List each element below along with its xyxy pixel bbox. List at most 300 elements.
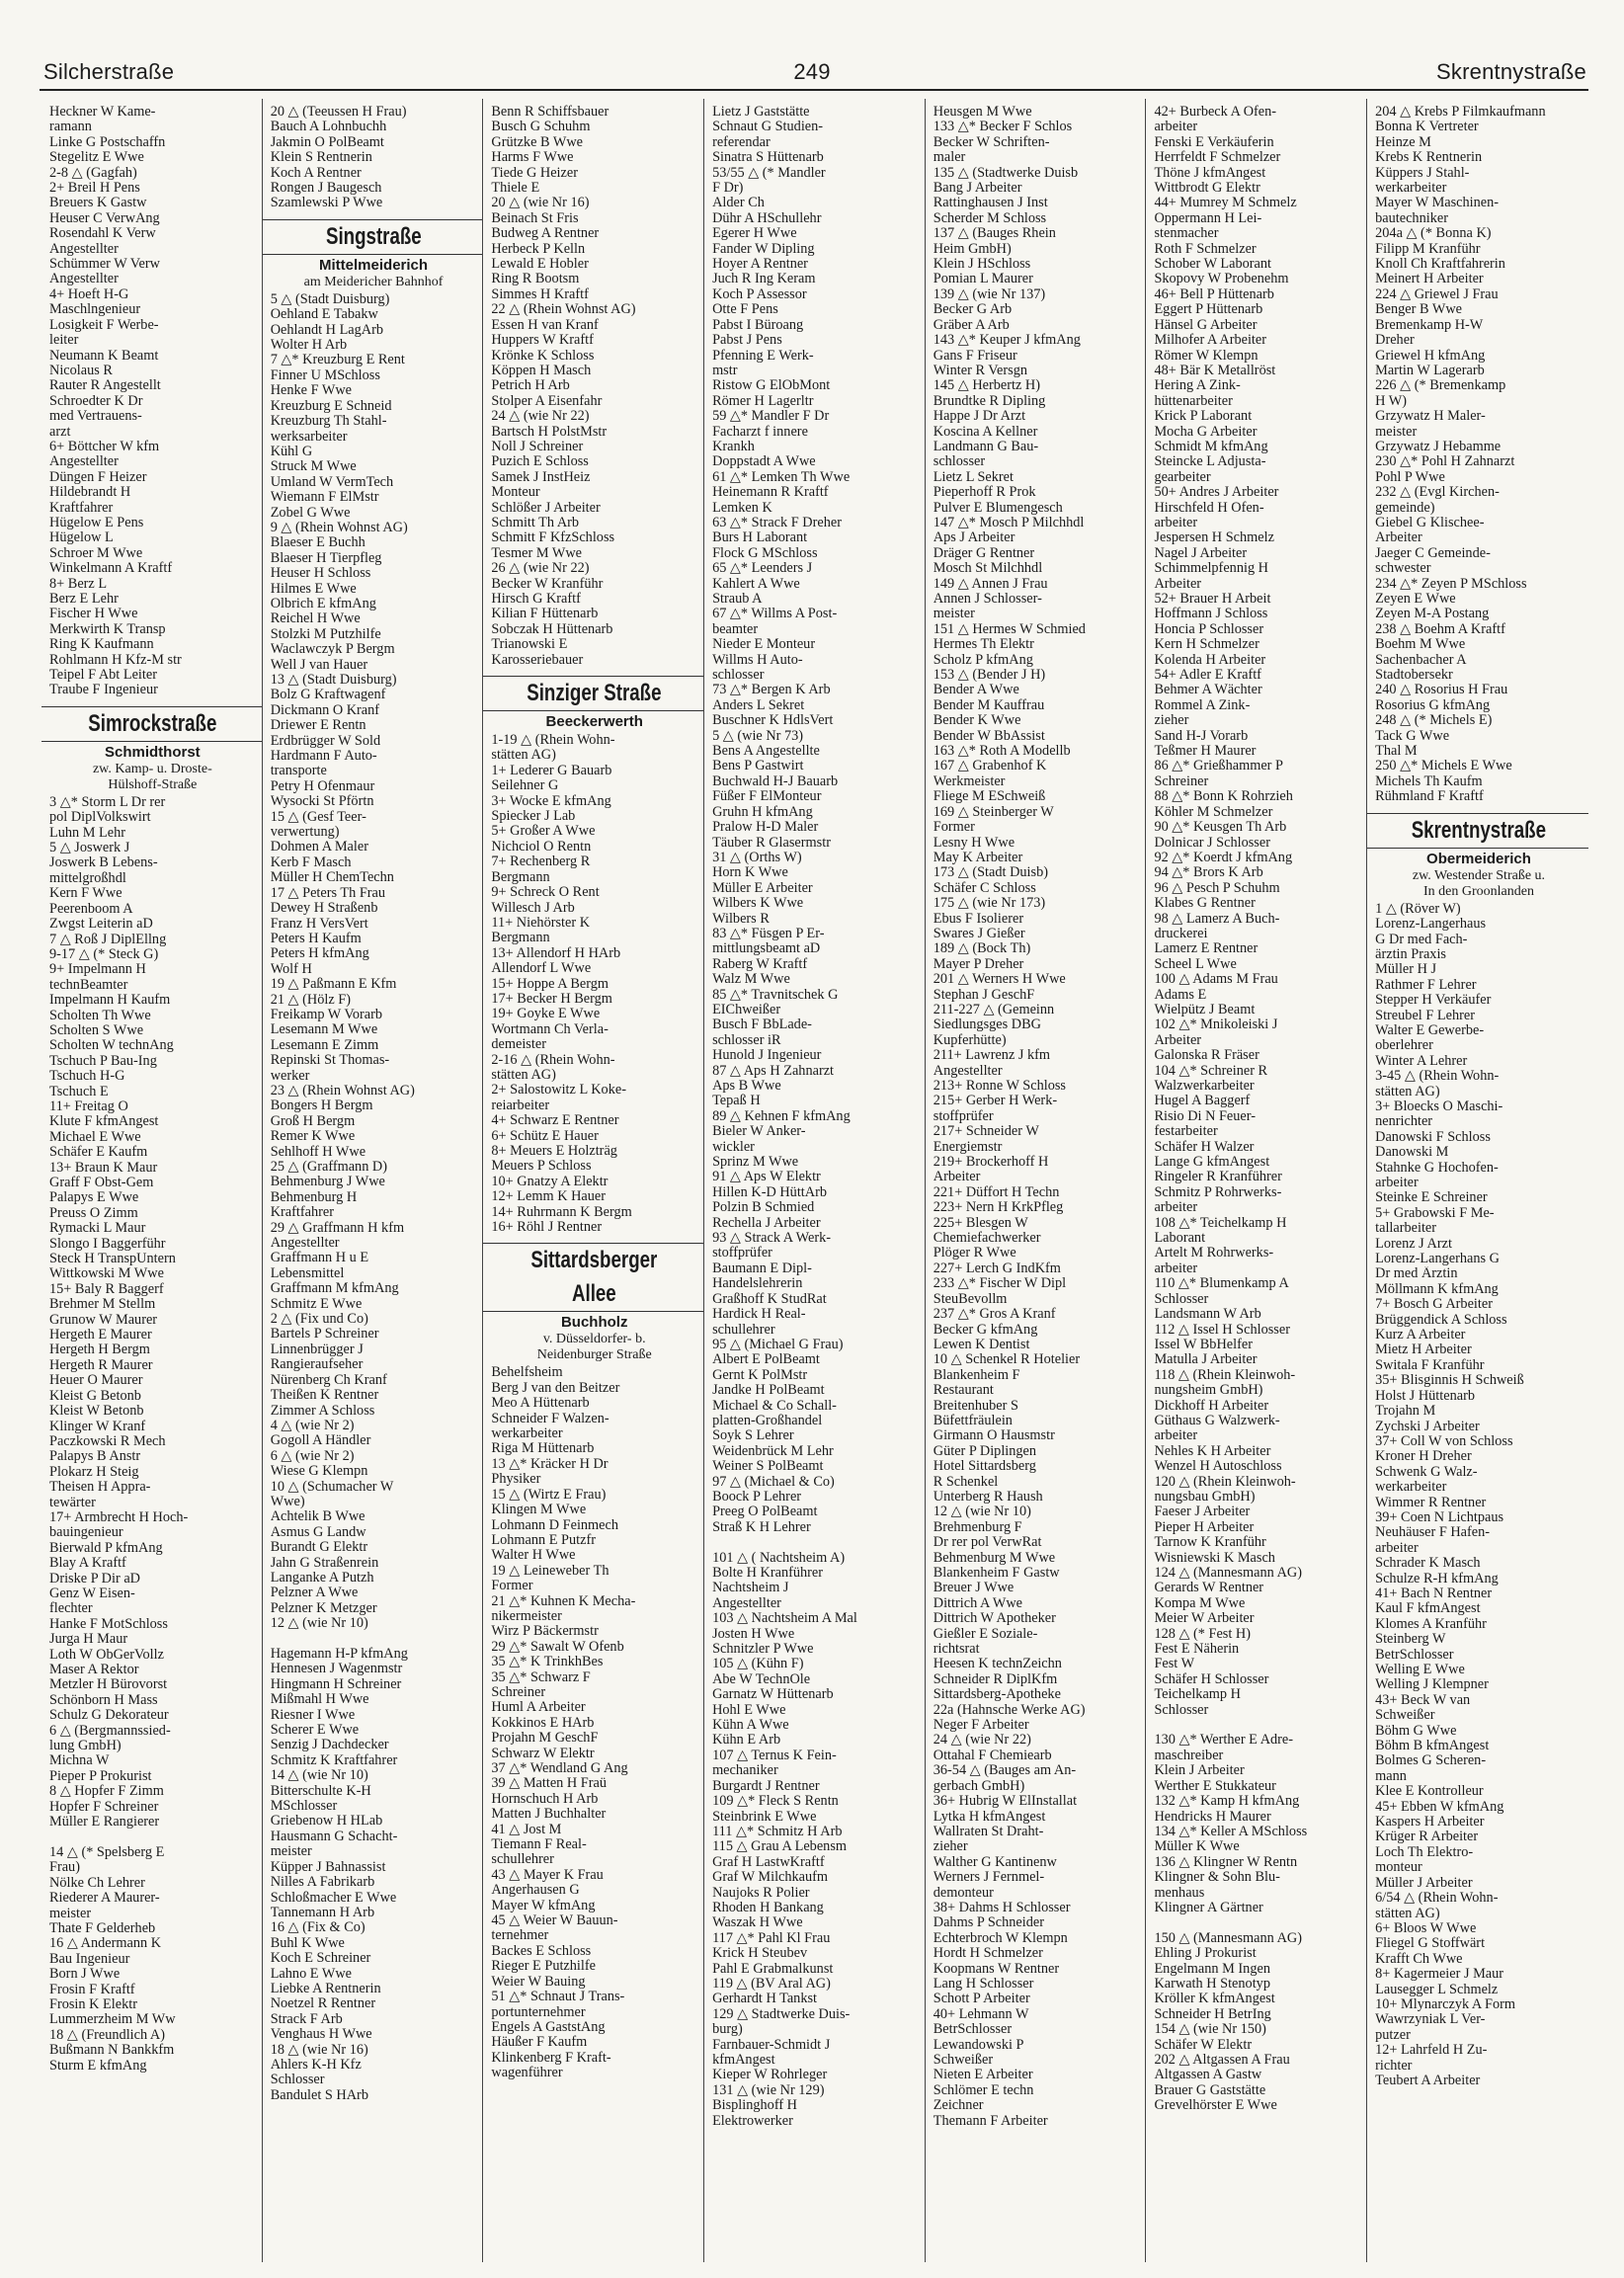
directory-entry: 12+ Lahrfeld H Zu- xyxy=(1375,2043,1488,2059)
directory-entry: Naujoks R Polier xyxy=(712,1885,810,1901)
directory-entry: Heuer O Maurer xyxy=(49,1373,143,1389)
directory-entry: 7 △ Roß J DiplEllng xyxy=(49,932,167,947)
directory-column xyxy=(926,99,1147,2262)
directory-entry: Becker G Arb xyxy=(933,302,1013,318)
directory-entry: 52+ Brauer H Arbeit xyxy=(1154,592,1271,607)
directory-entry: 3+ Bloecks O Maschi- xyxy=(1375,1098,1503,1114)
directory-entry: Küppers J Stahl- xyxy=(1375,165,1470,181)
directory-entry: bautechniker xyxy=(1375,210,1448,226)
directory-entry: 83 △* Füsgen P Er- xyxy=(712,926,825,941)
district-name: Obermeiderich xyxy=(1426,850,1531,867)
directory-entry: Heckner W Kame- xyxy=(49,105,156,120)
directory-entry: 12 △ (wie Nr 10) xyxy=(933,1505,1031,1520)
directory-entry: Garnatz W Hüttenarb xyxy=(712,1687,834,1703)
directory-entry: Matulla J Arbeiter xyxy=(1154,1352,1258,1368)
directory-entry: 16+ Röhl J Rentner xyxy=(491,1220,603,1236)
directory-entry: Fest E Näherin xyxy=(1154,1642,1240,1658)
directory-entry: Plöger R Wwe xyxy=(933,1246,1016,1261)
directory-entry: Schmitz K Kraftfahrer xyxy=(270,1752,398,1768)
directory-entry: Köhler M Schmelzer xyxy=(1154,804,1273,820)
directory-entry: Scholten W technAng xyxy=(49,1038,174,1054)
street-section-header xyxy=(1375,813,1583,900)
directory-entry: Soyk S Lehrer xyxy=(712,1428,794,1444)
directory-entry: Graff F Obst-Gem xyxy=(49,1176,154,1190)
directory-entry: Wysocki St Pförtn xyxy=(270,794,374,810)
directory-entry: Dahms P Schneider xyxy=(933,1915,1044,1931)
directory-entry: Graf H LastwKraftf xyxy=(712,1854,825,1870)
directory-entry: Flock G MSchloss xyxy=(712,545,818,561)
directory-entry: Swares J Gießer xyxy=(933,926,1025,941)
directory-entry: 2+ Breil H Pens xyxy=(49,181,140,197)
directory-entry: Heim GmbH) xyxy=(933,241,1012,257)
directory-entry: Laborant xyxy=(1154,1231,1206,1247)
directory-entry: Schäfer E Kaufm xyxy=(49,1145,148,1161)
directory-entry: Bens A Angestellte xyxy=(712,744,820,760)
directory-entry: arbeiter xyxy=(1154,1428,1198,1444)
directory-entry: Brüggendick A Schloss xyxy=(1375,1312,1507,1328)
street-extent: In den Groonlanden xyxy=(1422,883,1534,899)
directory-entry: 233 △* Fischer W Dipl xyxy=(933,1276,1067,1292)
directory-entry: Bender W BbAssist xyxy=(933,728,1045,744)
directory-entry: 175 △ (wie Nr 173) xyxy=(933,896,1046,912)
directory-entry: arbeiter xyxy=(1375,1540,1419,1556)
directory-entry: Tschuch H-G xyxy=(49,1069,125,1085)
directory-entry: 9-17 △ (* Steck G) xyxy=(49,946,159,962)
directory-entry: 145 △ Herbertz H) xyxy=(933,378,1041,394)
directory-entry: 9+ Schreck O Rent xyxy=(491,885,600,901)
directory-entry: Linnenbrügger J xyxy=(270,1342,364,1357)
directory-entry: Wittkowski M Wwe xyxy=(49,1266,164,1282)
directory-entry: 14 △ (* Spelsberg E xyxy=(49,1844,165,1860)
directory-entry: Täuber R Glasermstr xyxy=(712,835,831,851)
directory-entry: 13+ Braun K Maur xyxy=(49,1160,158,1176)
directory-entry: mann xyxy=(1375,1768,1407,1784)
directory-entry: Kaul F kfmAngest xyxy=(1375,1601,1481,1617)
directory-entry: 29 △ Graffmann H kfm xyxy=(270,1220,405,1236)
directory-entry: Hornschuch H Arb xyxy=(491,1791,599,1807)
directory-entry: Fliegel G Stoffwärt xyxy=(1375,1936,1486,1952)
directory-entry: stätten AG) xyxy=(491,748,556,764)
directory-entry: Teubert A Arbeiter xyxy=(1375,2073,1481,2088)
directory-entry: Schott P Arbeiter xyxy=(933,1992,1030,2007)
directory-entry: Allendorf L Wwe xyxy=(491,961,592,977)
directory-entry: Winter A Lehrer xyxy=(1375,1053,1468,1069)
directory-entry: Graßhoff K StudRat xyxy=(712,1291,827,1307)
directory-entry: F Dr) xyxy=(712,181,744,197)
directory-entry: Preeg O PolBeamt xyxy=(712,1505,818,1520)
directory-entry: Jahn G Straßenrein xyxy=(270,1555,379,1571)
directory-entry: 139 △ (wie Nr 137) xyxy=(933,286,1046,302)
directory-entry: Bender A Wwe xyxy=(933,683,1019,698)
directory-entry: Krafft Ch Wwe xyxy=(1375,1951,1463,1967)
directory-entry: Lewandowski P xyxy=(933,2037,1024,2053)
directory-entry: Werther E Stukkateur xyxy=(1154,1778,1276,1794)
directory-entry xyxy=(1154,1915,1360,1930)
directory-entry: Beinach St Fris xyxy=(491,210,579,226)
directory-entry: Weidenbrück M Lehr xyxy=(712,1443,834,1459)
directory-entry: stoffprüfer xyxy=(712,1246,772,1261)
directory-entry: Luhn M Lehr xyxy=(49,825,126,841)
directory-entry: 8+ Meuers E Holzträg xyxy=(491,1144,617,1159)
directory-entry: Walzwerkarbeiter xyxy=(1154,1079,1255,1094)
directory-entry: schwester xyxy=(1375,561,1431,577)
directory-entry: 5+ Grabowski F Me- xyxy=(1375,1205,1495,1221)
directory-entry: kfmAngest xyxy=(712,2053,775,2068)
directory-entry: 3+ Wocke E kfmAng xyxy=(491,793,611,809)
directory-entry: Kern H Schmelzer xyxy=(1154,637,1259,653)
directory-entry: Dr rer pol VerwRat xyxy=(933,1535,1042,1551)
directory-entry: Büfettfräulein xyxy=(933,1413,1013,1428)
directory-entry: 44+ Mumrey M Schmelz xyxy=(1154,196,1297,211)
directory-entry: 9+ Impelmann H xyxy=(49,962,146,978)
directory-entry: Neuhäuser F Hafen- xyxy=(1375,1525,1491,1541)
directory-entry: 22 △ (Rhein Wohnst AG) xyxy=(491,302,636,318)
directory-entry: Scherder M Schloss xyxy=(933,210,1047,226)
directory-entry: stoffprüfer xyxy=(933,1108,994,1124)
directory-entry: Rhoden H Bankang xyxy=(712,1900,824,1915)
directory-entry: Wenzel H Autoschloss xyxy=(1154,1459,1282,1475)
directory-entry: Böhm G Wwe xyxy=(1375,1723,1457,1739)
directory-entry: 143 △* Keuper J kfmAng xyxy=(933,333,1081,349)
directory-entry: Sobczak H Hüttenarb xyxy=(491,621,613,637)
directory-entry: Schäfer C Schloss xyxy=(933,880,1036,896)
directory-entry: 37+ Coll W von Schloss xyxy=(1375,1433,1513,1449)
directory-entry: Güter P Diplingen xyxy=(933,1443,1037,1459)
directory-entry: Heuser C VerwAng xyxy=(49,210,160,226)
directory-entry: Hausmann G Schacht- xyxy=(270,1829,398,1844)
directory-entry: Wolf H xyxy=(270,961,312,977)
directory-entry: Hügelow L xyxy=(49,530,114,546)
directory-entry: Lietz J Gaststätte xyxy=(712,105,810,120)
directory-entry: Hergeth E Maurer xyxy=(49,1328,152,1343)
directory-entry: Winkelmann A Kraftf xyxy=(49,561,173,577)
directory-entry: Behelfsheim xyxy=(491,1365,563,1381)
directory-entry: Nichciol O Rentn xyxy=(491,839,592,854)
directory-entry: referendar xyxy=(712,134,771,150)
directory-entry: oberlehrer xyxy=(1375,1038,1433,1054)
directory-entry: G Dr med Fach- xyxy=(1375,932,1468,947)
directory-entry: Krebs K Rentnerin xyxy=(1375,150,1483,166)
directory-entry: Schmitz E Wwe xyxy=(270,1296,363,1312)
directory-entry: Adams E xyxy=(1154,987,1207,1003)
directory-entry: Behmenburg M Wwe xyxy=(933,1550,1056,1566)
directory-entry: Lorenz-Langerhans G xyxy=(1375,1252,1500,1267)
directory-entry: Remer K Wwe xyxy=(270,1129,356,1145)
directory-entry xyxy=(712,1535,919,1550)
directory-entry: portunternehmer xyxy=(491,2004,586,2020)
directory-entry: Honcia P Schlosser xyxy=(1154,621,1264,637)
directory-entry: Filipp M Kranführ xyxy=(1375,241,1481,257)
directory-entry: Matten J Buchhalter xyxy=(491,1807,607,1823)
directory-entry: Fander W Dipling xyxy=(712,241,815,257)
directory-entry: Hopfer F Schreiner xyxy=(49,1799,159,1815)
directory-entry: 213+ Ronne W Schloss xyxy=(933,1079,1066,1094)
directory-entry: Wortmann Ch Verla- xyxy=(491,1021,609,1037)
directory-entry: Waclawczyk P Bergm xyxy=(270,642,395,658)
directory-entry: Brehmer M Stellm xyxy=(49,1297,156,1313)
directory-entry: Stadtobersekr xyxy=(1375,668,1453,684)
directory-entry: Klute F kfmAngest xyxy=(49,1114,159,1130)
directory-entry: werker xyxy=(270,1068,310,1084)
directory-entry: 18 △ (wie Nr 16) xyxy=(270,2042,368,2058)
directory-entry: Kraftfahrer xyxy=(49,500,114,516)
directory-entry: 43 △ Mayer K Frau xyxy=(491,1867,604,1883)
directory-entry: 15+ Baly R Baggerf xyxy=(49,1281,164,1297)
directory-entry: Weier W Bauing xyxy=(491,1974,586,1990)
directory-entry: Hoyer A Rentner xyxy=(712,257,808,273)
directory-entry: 120 △ (Rhein Kleinwoh- xyxy=(1154,1474,1296,1490)
street-section-header xyxy=(49,706,256,793)
directory-entry: Theißen K Rentner xyxy=(270,1388,379,1404)
directory-entry: Michels Th Kaufm xyxy=(1375,773,1483,789)
directory-entry: Lang H Schlosser xyxy=(933,1976,1034,1992)
directory-entry: meister xyxy=(270,1844,312,1860)
directory-entry: Fliege M ESchweiß xyxy=(933,789,1046,805)
directory-entry: Hilmes E Wwe xyxy=(270,581,357,597)
directory-entry: 98 △ Lamerz A Buch- xyxy=(1154,911,1280,927)
directory-entry: Fischer H Wwe xyxy=(49,607,138,622)
section-rule xyxy=(483,710,703,711)
directory-entry: Genz W Eisen- xyxy=(49,1586,135,1601)
directory-entry: Rauter R Angestellt xyxy=(49,378,161,394)
directory-entry: mstr xyxy=(712,363,738,378)
directory-entry: 4+ Hoeft H-G xyxy=(49,286,129,302)
directory-entry: 21 △* Kuhnen K Mecha- xyxy=(491,1593,636,1609)
directory-entry: Grzywatz J Hebamme xyxy=(1375,439,1502,454)
directory-entry: Müller K Wwe xyxy=(1154,1839,1240,1855)
directory-entry: 61 △* Lemken Th Wwe xyxy=(712,469,851,485)
directory-entry: 238 △ Boehm A Kraftf xyxy=(1375,621,1505,637)
directory-entry: Huppers W Kraftf xyxy=(491,333,594,349)
directory-entry: 10+ Mlynarczyk A Form xyxy=(1375,1996,1516,2012)
directory-entry: 20 △ (wie Nr 16) xyxy=(491,196,590,211)
directory-entry: 16 △ Andermann K xyxy=(49,1936,162,1952)
street-extent: Hülshoff-Straße xyxy=(108,776,198,792)
directory-entry: Erdbrügger W Sold xyxy=(270,733,381,749)
directory-entry: Born J Wwe xyxy=(49,1967,121,1983)
directory-entry: arbeiter xyxy=(1375,1176,1419,1190)
directory-entry: meister xyxy=(933,607,975,622)
directory-entry: Loch Th Elektro- xyxy=(1375,1844,1474,1860)
directory-entry: Graffmann M kfmAng xyxy=(270,1281,399,1297)
directory-entry: Schlosser xyxy=(270,2073,325,2088)
directory-entry: Pieper H Arbeiter xyxy=(1154,1519,1255,1535)
directory-entry: Mayer W kfmAng xyxy=(491,1898,596,1913)
directory-entry: Wwe) xyxy=(270,1494,305,1509)
directory-entry: Roth F Schmelzer xyxy=(1154,241,1257,257)
directory-entry: Michael E Wwe xyxy=(49,1129,141,1145)
directory-entry: Rongen J Baugesch xyxy=(270,181,382,197)
directory-entry: Rosorius G kfmAng xyxy=(1375,697,1491,713)
directory-entry: Strack F Arb xyxy=(270,2011,343,2027)
directory-entry: Alder Ch xyxy=(712,196,765,211)
directory-entry: Müller E Rangierer xyxy=(49,1815,160,1831)
directory-entry: Mocha G Arbeiter xyxy=(1154,424,1258,440)
directory-entry: 204a △ (* Bonna K) xyxy=(1375,226,1492,242)
directory-entry: 151 △ Hermes W Schmied xyxy=(933,621,1086,637)
directory-entry: 232 △ (Evgl Kirchen- xyxy=(1375,485,1500,501)
directory-entry: 20 △ (Teeussen H Frau) xyxy=(270,105,407,120)
directory-entry: Szamlewski P Wwe xyxy=(270,196,383,211)
directory-entry: Buschner K HdlsVert xyxy=(712,713,834,729)
directory-entry: Pahl E Grabmalkunst xyxy=(712,1961,834,1977)
street-extent: am Meidericher Bahnhof xyxy=(303,274,444,289)
directory-entry: 135 △ (Stadtwerke Duisb xyxy=(933,165,1079,181)
directory-entry: Traube F Ingenieur xyxy=(49,683,158,698)
directory-entry: 39+ Coen N Lichtpaus xyxy=(1375,1509,1504,1525)
directory-entry: gearbeiter xyxy=(1154,469,1211,485)
directory-entry: Oehland E Tabakw xyxy=(270,307,378,323)
directory-entry: Themann F Arbeiter xyxy=(933,2113,1048,2129)
directory-entry: Behmenburg J Wwe xyxy=(270,1175,385,1190)
directory-entry: Häußer F Kaufm xyxy=(491,2035,588,2051)
directory-entry: Arbeiter xyxy=(1375,530,1422,546)
directory-entry: Koch A Rentner xyxy=(270,165,362,181)
directory-entry: Schmitt F KfzSchloss xyxy=(491,530,615,546)
directory-entry: Schweißer xyxy=(933,2053,994,2068)
directory-entry: 111 △* Schmitz H Arb xyxy=(712,1824,843,1839)
directory-entry: Unterberg R Haush xyxy=(933,1489,1043,1505)
directory-entry: Liebke A Rentnerin xyxy=(270,1981,381,1996)
directory-entry: Franz H VersVert xyxy=(270,916,368,932)
directory-entry: Hergeth R Maurer xyxy=(49,1357,153,1373)
directory-entry: Meier W Arbeiter xyxy=(1154,1611,1255,1627)
directory-entry: Faeser J Arbeiter xyxy=(1154,1505,1251,1520)
directory-entry: 11+ Niehörster K xyxy=(491,915,591,931)
street-name: Skrentnystraße xyxy=(1411,816,1547,844)
directory-entry: 211-227 △ (Gemeinn xyxy=(933,1002,1055,1017)
directory-entry: Meuers P Schloss xyxy=(491,1159,592,1175)
directory-entry: Gerards W Rentner xyxy=(1154,1581,1264,1596)
directory-entry: 29 △* Sawalt W Ofenb xyxy=(491,1639,624,1655)
directory-entry: Pulver E Blumengesch xyxy=(933,500,1063,516)
directory-entry: 201 △ Werners H Wwe xyxy=(933,972,1066,988)
directory-entry: Bußmann N Bankkfm xyxy=(49,2043,175,2059)
directory-entry: Peters H Kaufm xyxy=(270,931,362,946)
directory-entry: Hoffmann J Schloss xyxy=(1154,607,1268,622)
directory-entry: Elektrowerker xyxy=(712,2113,793,2129)
directory-entry: Meinert H Arbeiter xyxy=(1375,272,1484,287)
directory-entry: 204 △ Krebs P Filmkaufmann xyxy=(1375,105,1546,120)
directory-entry: Schnitzler P Wwe xyxy=(712,1642,814,1658)
directory-entry: Nieten E Arbeiter xyxy=(933,2068,1033,2083)
directory-entry: Asmus G Landw xyxy=(270,1524,366,1540)
directory-entry: Gerhardt H Tankst xyxy=(712,1992,817,2007)
directory-entry: Essen H van Kranf xyxy=(491,317,599,333)
directory-entry: richtsrat xyxy=(933,1642,980,1658)
directory-entry: Lohmann E Putzfr xyxy=(491,1532,596,1548)
directory-entry: Rattinghausen J Inst xyxy=(933,196,1048,211)
directory-entry: Holst J Hüttenarb xyxy=(1375,1388,1475,1404)
directory-entry: Jakmin O PolBeamt xyxy=(270,134,384,150)
directory-entry: Hänsel G Arbeiter xyxy=(1154,317,1258,333)
directory-entry: Impelmann H Kaufm xyxy=(49,993,171,1009)
directory-entry: Frosin K Elektr xyxy=(49,1996,137,2012)
directory-entry: putzer xyxy=(1375,2027,1411,2043)
directory-entry: Nicolaus R xyxy=(49,363,113,378)
directory-entry: schlosser xyxy=(712,668,765,684)
directory-entry: Angestellter xyxy=(49,241,119,257)
directory-entry: Michael & Co Schall- xyxy=(712,1398,837,1414)
directory-entry: leiter xyxy=(49,333,79,349)
directory-entry: Riesner I Wwe xyxy=(270,1707,356,1723)
directory-entry: Karosseriebauer xyxy=(491,652,584,668)
directory-entry: Straß K H Lehrer xyxy=(712,1519,811,1535)
directory-entry: 129 △ Stadtwerke Duis- xyxy=(712,2006,851,2022)
directory-entry: Trojahn M xyxy=(1375,1404,1436,1420)
directory-entry: 102 △* Mnikoleiski J xyxy=(1154,1017,1278,1033)
street-name: Sinziger Straße xyxy=(527,680,662,707)
directory-entry: Koch P Assessor xyxy=(712,286,807,302)
directory-entry: 6 △ (Bergmannssied- xyxy=(49,1723,171,1739)
directory-entry: 92 △* Koerdt J kfmAng xyxy=(1154,850,1293,865)
directory-entry: werksarbeiter xyxy=(270,429,348,445)
directory-entry: 48+ Bär K Metallröst xyxy=(1154,363,1276,378)
directory-entry: Struck M Wwe xyxy=(270,459,357,475)
directory-entry: Hillen K-D HüttArb xyxy=(712,1184,828,1200)
directory-entry: Budweg A Rentner xyxy=(491,226,600,242)
directory-entry: Former xyxy=(933,820,975,836)
directory-entry: Peters H kfmAng xyxy=(270,946,369,962)
directory-entry: Seilehner G xyxy=(491,778,559,794)
directory-entry: 40+ Lehmann W xyxy=(933,2006,1029,2022)
directory-entry: Düngen F Heizer xyxy=(49,469,147,485)
directory-entry: Lohmann D Feinmech xyxy=(491,1517,619,1533)
directory-entry: Driske P Dir aD xyxy=(49,1571,140,1586)
directory-entry: Ring R Bootsm xyxy=(491,272,580,287)
directory-entry: gerbach GmbH) xyxy=(933,1778,1025,1794)
directory-entry: Teipel F Abt Leiter xyxy=(49,668,157,684)
directory-entry: Wittbrodt G Elektr xyxy=(1154,181,1260,197)
directory-entry: Nürenberg Ch Kranf xyxy=(270,1372,387,1388)
directory-entry: 211+ Lawrenz J kfm xyxy=(933,1048,1051,1064)
directory-entry: 13 △* Kräcker H Dr xyxy=(491,1456,609,1472)
directory-entry: Stolper A Eisenfahr xyxy=(491,393,603,409)
directory-entry: 6+ Böttcher W kfm xyxy=(49,439,160,454)
directory-entry: Fenski E Verkäuferin xyxy=(1154,134,1274,150)
directory-columns xyxy=(41,99,1588,2262)
directory-entry: Kieper W Rohrleger xyxy=(712,2068,828,2083)
directory-entry: Freikamp W Vorarb xyxy=(270,1007,382,1022)
directory-entry: Thiele E xyxy=(491,181,540,197)
directory-entry: Backes E Schloss xyxy=(491,1943,592,1959)
directory-entry: Boehm M Wwe xyxy=(1375,637,1466,653)
directory-entry: Olbrich E kfmAng xyxy=(270,596,376,611)
directory-entry: Thate F Gelderheb xyxy=(49,1920,156,1936)
directory-entry: Pabst I Büroang xyxy=(712,317,804,333)
directory-entry: Schlömer E techn xyxy=(933,2082,1034,2098)
directory-entry: Bisplinghoff H xyxy=(712,2098,797,2114)
directory-entry: 31 △ (Orths W) xyxy=(712,850,802,865)
directory-entry: Schloßmacher E Wwe xyxy=(270,1890,397,1906)
directory-entry: Wimmer R Rentner xyxy=(1375,1495,1487,1510)
directory-entry: Lange G kfmAngest xyxy=(1154,1155,1270,1171)
directory-entry: Wilbers R xyxy=(712,911,770,927)
directory-entry: 16 △ (Fix & Co) xyxy=(270,1920,365,1936)
directory-entry: Juch R Ing Keram xyxy=(712,272,816,287)
directory-entry: 37 △* Wendland G Ang xyxy=(491,1761,628,1776)
directory-entry: 35+ Blisginnis H Schweiß xyxy=(1375,1373,1524,1389)
directory-entry: Bierwald P kfmAng xyxy=(49,1540,163,1556)
directory-entry: Kreuzburg E Schneid xyxy=(270,398,392,414)
directory-entry: Mosch St Milchhdl xyxy=(933,561,1043,577)
directory-entry: BetrSchlosser xyxy=(1375,1647,1454,1663)
directory-entry: 12+ Lemm K Hauer xyxy=(491,1189,607,1205)
directory-entry: Tschuch E xyxy=(49,1084,109,1099)
directory-entry: Handelslehrerin xyxy=(712,1276,803,1292)
directory-entry: Hordt H Schmelzer xyxy=(933,1946,1043,1962)
directory-entry: arbeiter xyxy=(1154,515,1198,530)
